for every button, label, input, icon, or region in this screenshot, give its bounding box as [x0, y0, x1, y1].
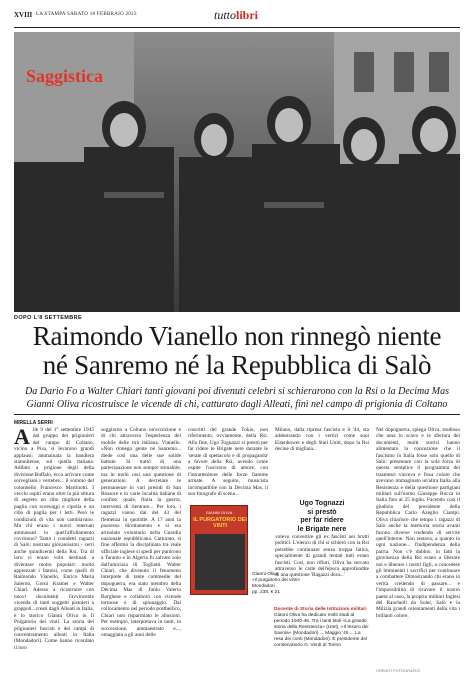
- pull-quote-line: si prestò: [307, 508, 337, 516]
- lead-photo: [14, 32, 460, 312]
- book-pages-price: pp. 238, € 21: [252, 590, 281, 595]
- book-cover-title: IL PURGATORIO DEI VINTI: [193, 517, 247, 529]
- book-author: Gianni Oliva: [252, 572, 279, 577]
- book-cover-author: GIANNI OLIVA: [205, 510, 233, 515]
- overline: DOPO L'8 SETTEMBRE: [14, 315, 83, 321]
- headline-line-2: né Sanremo né la Repubblica di Salò: [42, 350, 432, 380]
- section-title-a: tutto: [214, 8, 237, 22]
- pull-quote-line: le Brigate nere: [297, 525, 347, 533]
- divider: [14, 414, 460, 415]
- page-number: XVIII: [14, 11, 33, 19]
- headline-line-1: Raimondo Vianello non rinnegò niente: [32, 321, 442, 351]
- page-header: [14, 6, 460, 28]
- section-kicker: Saggistica: [26, 66, 104, 86]
- pull-quote-line: Ugo Tognazzi: [299, 500, 345, 507]
- newspaper-date: LA STAMPA SABATO 18 FEBBRAIO 2023: [36, 12, 137, 17]
- author-caption: [274, 607, 370, 649]
- subhead-line-2: Gianni Oliva ricostruisce le vicende di chi, catturato dagli Alleati, finì nel campo di prigionia di Coltano: [26, 398, 448, 410]
- column-text: lle 9 del 1° settembre 1945 dal gruppo dei prigionieri del campo di Coltano, vicino a Pisa, si levarono grandi applausi: ammainata la bandiera statunitense, sul quella italiana. Adibito a prigione degli della divisione Buffalo, ecco arrivare come sorvegliani i vertebre... il sommo del colonnello Francesco Martinotti. I vecchi ospiti erano oltre la più stitura di segreto un cibo migliore della paglia con scorsoggi e cipolla e un cibo di paglia per i letti. Però le condizioni di vita non cambiavano. Ma chi erano i nuovi internati ammassati in quell'affollamento covrirono? Tanto i conidetti ragazzi di Salò: nostrani giovanissimi - certi anche quindicenni della Rsi. Tra di loro vi erano volti destinati a diventare molto popolari: molto apprezzati i famosi, come quelli di Raimondo Vianello, Enrico Maria Salerno, Gorni Kramer e Walter Chiari. Adesso a ricostruire con nuovi documenti l'avvincente vicenda di tanti soggetti pistoleri a grappoli...creati dagli Alleati in Italia, è lo storico Gianni Oliva in Il Purgatorio dei vinti. La storia dei prigionieri fascisti e dei campi di concentramento alleati in Italia (Mondadori). Come hanno ricordato il loro: [14, 427, 94, 651]
- subheadline: [14, 386, 460, 411]
- section-title: [214, 8, 258, 23]
- book-publisher: Mondadori: [252, 584, 275, 589]
- section-title-b: libri: [236, 8, 259, 22]
- pull-quote-line: per far ridere: [300, 517, 344, 524]
- book-cover-image: [195, 534, 245, 590]
- caption-text: Gianni Oliva ha dedicato molti studi al periodo 1940-45. Tra i tanti titoli «La grande storia della Resistenza» (Utet), «Il tesoro dei Savoia» (Mondadori) ... Maggio '45 ... La resa dei conti (Mondadori). È presidente del conservatorio G. Verdi di Torino: [274, 613, 369, 648]
- article-column-3: coscritti del grande Tokio, non riferimento, ovviamente, della Rsi. Alla fine, Ugo Tognazzi si prestò per far ridere le Brigate nere durante le 'serate di spettacolo e di propaganda' a favore della Rsi, avendo come ospite l'uscirono di amore, con l'intrattenitore delle forze fiamme armate. A seguire, musicista incompatibile con la Decima Mas, il suo fotografo di scena...: [188, 427, 268, 498]
- byline: MIRELLA SERRI: [14, 420, 53, 426]
- caption-label: Docente di Storia delle Istituzioni militari: [274, 607, 367, 612]
- article-column-2: soggiorno a Coltano un'eccezione e di chi attraversò l'esperienza del mobile delle tirà italiana, Vianello. «Non rinnego gente né Sanremo... diede così una delle sue solide battute. Si trattò di una partecipazione non sempre stimabile, ma in molti casi una questione di generazioni. A decretare le permanenze in vari presidi di San Rossore e in varie località italiane di confine: quale, finita la guerra, interventi di rientrare... Per loro, i ragazzi vanno dai del 43 del flemenza in quotidie. A 17 anni la possesso dirottamento e si era arruolato volontario nella Guardia nazionale repubblicana. Catturato, si fine affermò la disciplinata tra reale ufficiale inglese si spedì per punirono a Taranto e in Algeria fu salvato solo dall'amicizia di Togliatti. Walter Chiari, che divenuto il fenomeno interprete di tante commedie del dopoguerra, era stato membro della Decima Mas di Junio Valerio Borghese e collaborò con vicende tortuose e di spionaggio. Dal collocamento nel periodo postbellico, Chiari non risparmiato le allusioni. Per esempio, interpretava in tanti, in successione, ammaestrato e..., omaggiata a gli anni delle: [101, 427, 181, 638]
- book-title: «Il purgatorio dei vinti»: [252, 578, 301, 583]
- headline: [14, 322, 460, 380]
- article-column-5: Nel dopoguerra, spiega Oliva, studioso che ama lo scavo e le sfertura dei documenti, molti storici hanno alimentato la concezione che il fascismo in Italia fosse solo quello di Salò: presentare con la sola forza di questa semplice il programma dei trasmessi vinceva e fissa colore che avevano immaginato un'altra Italia alla Resistenza e della questione partigiani militari sull'uomo Giuseppe Rocca in Italia fino al 25 luglio. Facendo così il giudizio del presidente della Repubblica Carlo Azeglio Ciampi. Oliva chiarisce che tempo i ragazzi di Salò anche la memoria storia avanti furono diverse credendo di servire quell'interne. Non restava, a quanto in ogni nazione... l'indipendenza della patria. Non c'è dubbio. in fatti la giovinezza della Rsi erano a liberare noi e liberare i nostri figli, a concedere gli imminenti i sacrifici per continuare a combattere Dimostrando chi erano in verità credendo di passare... e l'impossibilità di ricavare il nostro paese al caso, la proprio militari Inglesi del Rauchelli da Soler, Salò e la Milizia grandi orientamenti della vita i brillanti colore.: [376, 427, 460, 619]
- subhead-line-1: Da Dario Fo a Walter Chiari tanti giovani poi divenuti celebri si schierarono con la Rsi o la Decima Mas: [25, 386, 449, 397]
- dropcap: A: [14, 427, 30, 449]
- article-column-4-continued: volevo convertire gli ex fascisti nei brutti politici. L'elenco di chi si schierò con la Rsi potrebbe continuare senza troppa fatica, specialmente di grandi tentati tutti erano fascisti. Così, non rifiuti, Oliva ha cercato attraverso le carte dell'epoca approfondite di una questione 'Ragazzi dura...': [275, 534, 369, 579]
- book-cover: [190, 505, 248, 595]
- article-column-4: Milano, dalla ripresa fascista e il '44, sta addestrando con i vertici come suoi Eisenhower e degli Stati Uniti, dopo la Rsi decine di migliaia...: [275, 427, 369, 453]
- photo-credit: CREDITI FOTOGRAFICI: [376, 668, 421, 673]
- article-column-1: [14, 427, 94, 673]
- pull-quote: [276, 500, 368, 534]
